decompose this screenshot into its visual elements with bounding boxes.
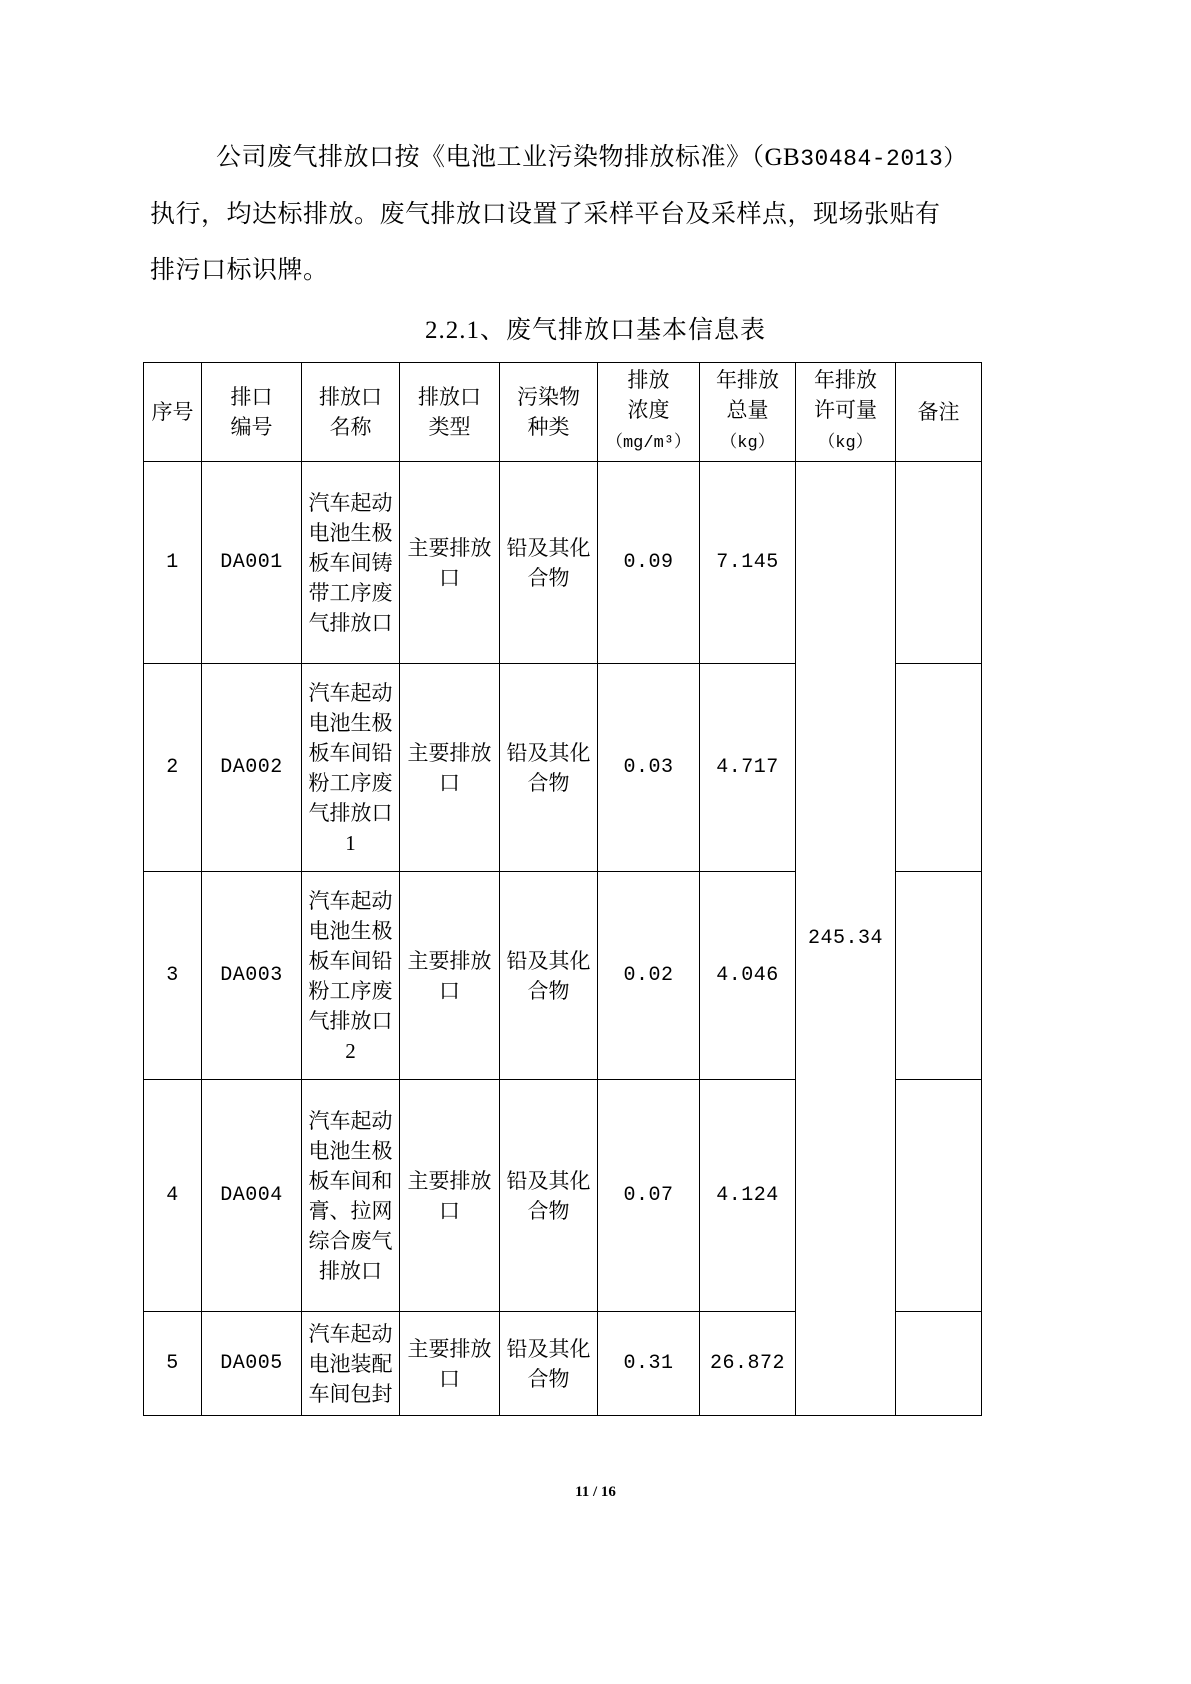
header-type: 排放口 类型: [400, 363, 500, 462]
cell-type: 主要排放口: [400, 1312, 500, 1416]
paragraph-line-1a: 公司废气排放口按《电池工业污染物排放标准》（GB: [216, 144, 801, 171]
cell-annual-total: 4.046: [700, 872, 796, 1080]
cell-code: DA003: [202, 872, 302, 1080]
cell-pollutant: 铅及其化合物: [500, 1080, 598, 1312]
cell-concentration: 0.09: [598, 462, 700, 664]
cell-code: DA001: [202, 462, 302, 664]
cell-annual-permit: 245.34: [796, 462, 896, 1416]
cell-concentration: 0.31: [598, 1312, 700, 1416]
standard-code: 30484-2013）: [800, 146, 967, 172]
cell-name: 汽车起动电池装配车间包封: [302, 1312, 400, 1416]
cell-note: [896, 1080, 982, 1312]
cell-type: 主要排放口: [400, 872, 500, 1080]
cell-type: 主要排放口: [400, 1080, 500, 1312]
cell-name: 汽车起动电池生极板车间铅粉工序废气排放口 2: [302, 872, 400, 1080]
intro-paragraph: [150, 130, 1050, 299]
header-annual-permit: 年排放 许可量 （kg）: [796, 363, 896, 462]
header-concentration: 排放 浓度 （mg/m³）: [598, 363, 700, 462]
cell-note: [896, 872, 982, 1080]
cell-pollutant: 铅及其化合物: [500, 664, 598, 872]
cell-annual-total: 4.124: [700, 1080, 796, 1312]
header-code: 排口 编号: [202, 363, 302, 462]
paragraph-line-1: [150, 130, 1050, 187]
cell-seq: 2: [144, 664, 202, 872]
cell-note: [896, 462, 982, 664]
cell-type: 主要排放口: [400, 462, 500, 664]
cell-note: [896, 664, 982, 872]
header-pollutant: 污染物 种类: [500, 363, 598, 462]
cell-seq: 3: [144, 872, 202, 1080]
cell-name: 汽车起动电池生极板车间和膏、拉网综合废气排放口: [302, 1080, 400, 1312]
cell-concentration: 0.07: [598, 1080, 700, 1312]
cell-code: DA005: [202, 1312, 302, 1416]
cell-name: 汽车起动电池生极板车间铸带工序废气排放口: [302, 462, 400, 664]
table-title: 2.2.1、废气排放口基本信息表: [424, 317, 766, 344]
cell-code: DA004: [202, 1080, 302, 1312]
cell-concentration: 0.03: [598, 664, 700, 872]
cell-annual-total: 4.717: [700, 664, 796, 872]
emission-outlet-table: [143, 362, 982, 1416]
cell-pollutant: 铅及其化合物: [500, 462, 598, 664]
cell-seq: 5: [144, 1312, 202, 1416]
table-row: [144, 462, 982, 664]
header-note: 备注: [896, 363, 982, 462]
paragraph-line-3: 排污口标识牌。: [150, 257, 329, 284]
cell-code: DA002: [202, 664, 302, 872]
cell-type: 主要排放口: [400, 664, 500, 872]
cell-pollutant: 铅及其化合物: [500, 872, 598, 1080]
header-seq: 序号: [144, 363, 202, 462]
paragraph-line-2: 执行，均达标排放。废气排放口设置了采样平台及采样点，现场张贴有: [150, 201, 941, 228]
cell-name: 汽车起动电池生极板车间铅粉工序废气排放口 1: [302, 664, 400, 872]
cell-annual-total: 7.145: [700, 462, 796, 664]
cell-concentration: 0.02: [598, 872, 700, 1080]
cell-note: [896, 1312, 982, 1416]
table-header-row: [144, 363, 982, 462]
cell-seq: 4: [144, 1080, 202, 1312]
page-number: 11 / 16: [575, 1484, 616, 1500]
header-name: 排放口 名称: [302, 363, 400, 462]
cell-annual-total: 26.872: [700, 1312, 796, 1416]
header-annual-total: 年排放 总量 （kg）: [700, 363, 796, 462]
cell-seq: 1: [144, 462, 202, 664]
cell-pollutant: 铅及其化合物: [500, 1312, 598, 1416]
